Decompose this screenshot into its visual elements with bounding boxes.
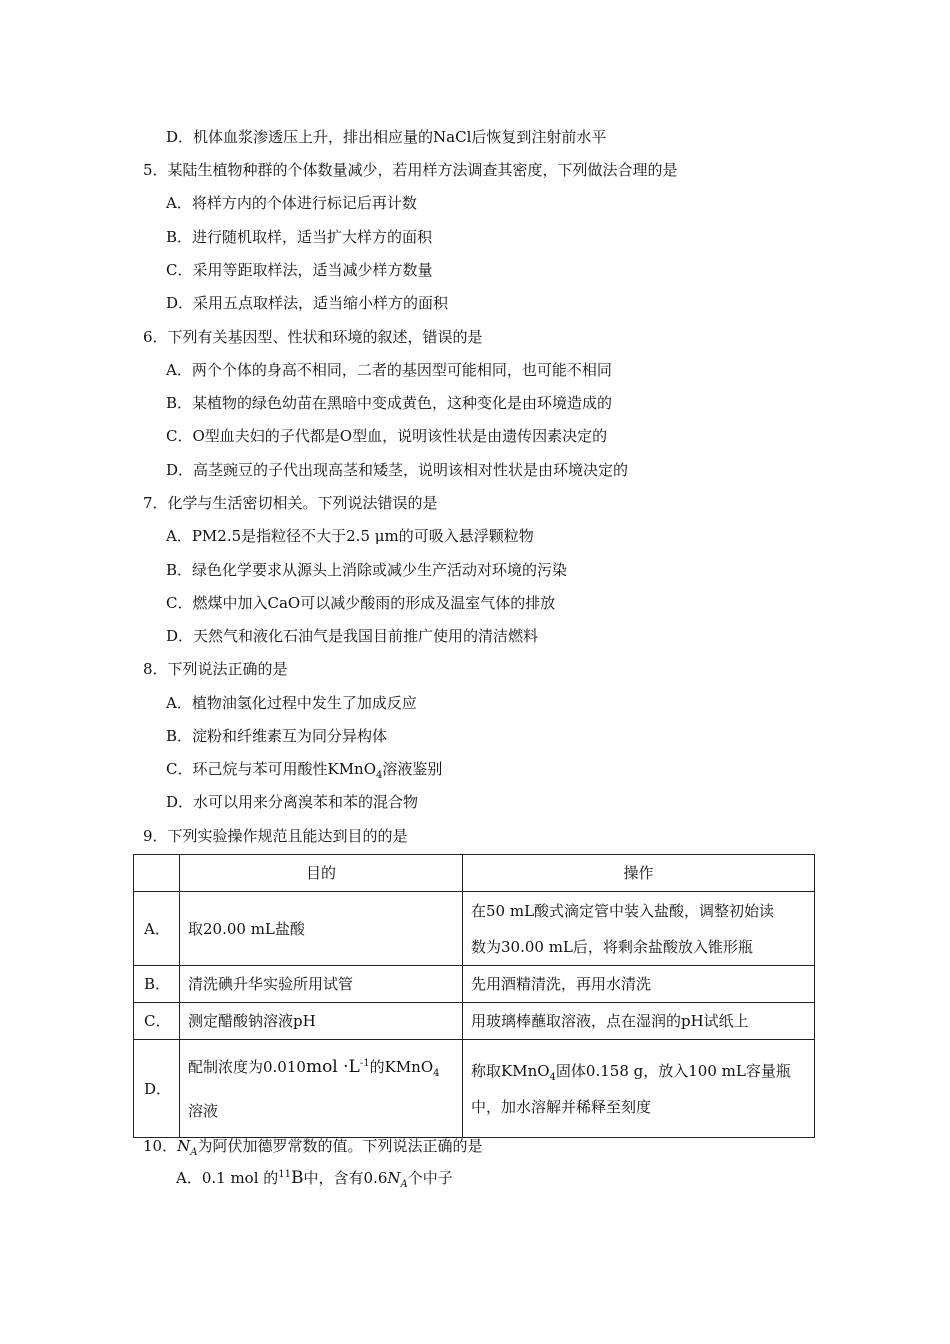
q10-stem-prefix: 10． [143, 1137, 178, 1155]
q4-option-d: D．机体血浆渗透压上升，排出相应量的NaCl后恢复到注射前水平 [166, 128, 607, 146]
q10-option-a-b: B [291, 1168, 304, 1188]
q5-option-b: B．进行随机取样，适当扩大样方的面积 [166, 228, 433, 246]
q9-row-d-purpose-mid: 的 [369, 1057, 385, 1076]
q9-row-purpose: 取20.00 mL盐酸 [180, 892, 463, 966]
q9-row-operation: 用玻璃棒蘸取溶液，点在湿润的pH试纸上 [463, 1003, 815, 1040]
q9-row-d [134, 1040, 815, 1138]
q8-option-c-sub: 4 [376, 770, 383, 781]
q7-option-a: A．PM2.5是指粒径不大于2.5 μm的可吸入悬浮颗粒物 [166, 527, 534, 545]
q6-option-d: D．高茎豌豆的子代出现高茎和矮茎，说明该相对性状是由环境决定的 [166, 461, 629, 479]
q10-option-a-suffix: 个中子 [407, 1169, 453, 1187]
q9-row-d-operation-line2: 中，加水溶解并稀释至刻度 [471, 1097, 652, 1116]
q9-row-operation [463, 1040, 815, 1138]
q10-option-a-mid: 中，含有0.6 [303, 1169, 388, 1187]
q8-option-d: D．水可以用来分离溴苯和苯的混合物 [166, 793, 419, 811]
q10-option-a-sup: 11 [278, 1169, 292, 1180]
q7-option-d: D．天然气和液化石油气是我国目前推广使用的清洁燃料 [166, 627, 539, 645]
q9-row-operation-line2: 数为30.00 mL后，将剩余盐酸放入锥形瓶 [471, 937, 753, 956]
q9-row-d-purpose-formula: KMnO [384, 1057, 434, 1076]
q9-row-d-operation-formula: KMnO [501, 1061, 550, 1080]
q10-option-a-prefix: A．0.1 mol 的 [176, 1169, 279, 1187]
q9-row-purpose [180, 1040, 463, 1138]
q8-option-c [166, 759, 442, 779]
q8-option-b: B．淀粉和纤维素互为同分异构体 [166, 727, 388, 745]
q10-option-a-na: N [387, 1169, 401, 1187]
q9-row-a [134, 892, 815, 966]
q9-row-d-purpose-formula-sub: 4 [433, 1067, 440, 1079]
q9-row-label: B． [134, 966, 180, 1003]
q7-option-c: C．燃煤中加入CaO可以减少酸雨的形成及温室气体的排放 [166, 594, 556, 612]
q10-option-a [176, 1168, 453, 1188]
q9-stem: 9．下列实验操作规范且能达到目的的是 [143, 827, 408, 845]
q8-stem: 8．下列说法正确的是 [143, 660, 288, 678]
q9-row-d-purpose-unit-sup: -1 [359, 1057, 370, 1069]
q6-option-b: B．某植物的绿色幼苗在黑暗中变成黄色，这种变化是由环境造成的 [166, 394, 613, 412]
q9-row-d-operation-line1 [471, 1053, 806, 1089]
q10-stem [143, 1136, 482, 1156]
q6-option-c: C．O型血夫妇的子代都是O型血，说明该性状是由遗传因素决定的 [166, 427, 608, 445]
q9-row-label: D． [134, 1040, 180, 1138]
q5-option-d: D．采用五点取样法，适当缩小样方的面积 [166, 294, 449, 312]
q9-row-c [134, 1003, 815, 1040]
q6-option-a: A．两个个体的身高不相同，二者的基因型可能相同，也可能不相同 [166, 361, 612, 379]
q8-option-c-prefix: C．环己烷与苯可用酸性 [166, 760, 328, 778]
q8-option-c-suffix: 溶液鉴别 [382, 760, 443, 778]
q5-stem: 5．某陆生植物种群的个体数量减少，若用样方法调查其密度，下列做法合理的是 [143, 161, 678, 179]
q5-option-a: A．将样方内的个体进行标记后再计数 [166, 194, 417, 212]
q9-header-operation: 操作 [463, 855, 815, 892]
q10-option-a-na-sub: A [400, 1179, 408, 1190]
q7-option-b: B．绿色化学要求从源头上消除或减少生产活动对环境的污染 [166, 561, 568, 579]
q9-row-d-purpose-line1 [188, 1045, 454, 1089]
q9-table [133, 854, 815, 1138]
q9-row-label: C． [134, 1003, 180, 1040]
q9-header-purpose: 目的 [180, 855, 463, 892]
q5-option-c: C．采用等距取样法，适当减少样方数量 [166, 261, 433, 279]
q9-row-d-purpose-unit: mol ·L [305, 1056, 360, 1077]
q9-row-d-operation-suffix: 固体0.158 g，放入100 mL容量瓶 [555, 1061, 791, 1080]
q9-row-d-operation-prefix: 称取 [471, 1061, 502, 1080]
q9-table-header [134, 855, 815, 892]
q8-option-a: A．植物油氢化过程中发生了加成反应 [166, 694, 417, 712]
q9-row-d-operation-formula-sub: 4 [549, 1071, 556, 1083]
q9-row-b [134, 966, 815, 1003]
q9-row-label: A． [134, 892, 180, 966]
q9-row-d-purpose-line2: 溶液 [188, 1101, 219, 1120]
q7-stem: 7．化学与生活密切相关。下列说法错误的是 [143, 494, 438, 512]
q9-row-purpose: 清洗碘升华实验所用试管 [180, 966, 463, 1003]
q9-header-blank [134, 855, 180, 892]
q9-row-operation-line1: 在50 mL酸式滴定管中装入盐酸，调整初始读 [471, 901, 775, 920]
q9-row-operation: 先用酒精清洗，再用水清洗 [463, 966, 815, 1003]
q10-stem-suffix: 为阿伏加德罗常数的值。下列说法正确的是 [197, 1137, 483, 1155]
q9-row-operation [463, 892, 815, 966]
q10-stem-na-sub: A [190, 1147, 198, 1158]
q9-row-purpose: 测定醋酸钠溶液pH [180, 1003, 463, 1040]
q6-stem: 6．下列有关基因型、性状和环境的叙述，错误的是 [143, 328, 483, 346]
q8-option-c-formula: KMnO [327, 760, 377, 778]
q10-stem-na: N [177, 1137, 191, 1155]
q9-row-d-purpose-prefix: 配制浓度为0.010 [188, 1057, 306, 1076]
